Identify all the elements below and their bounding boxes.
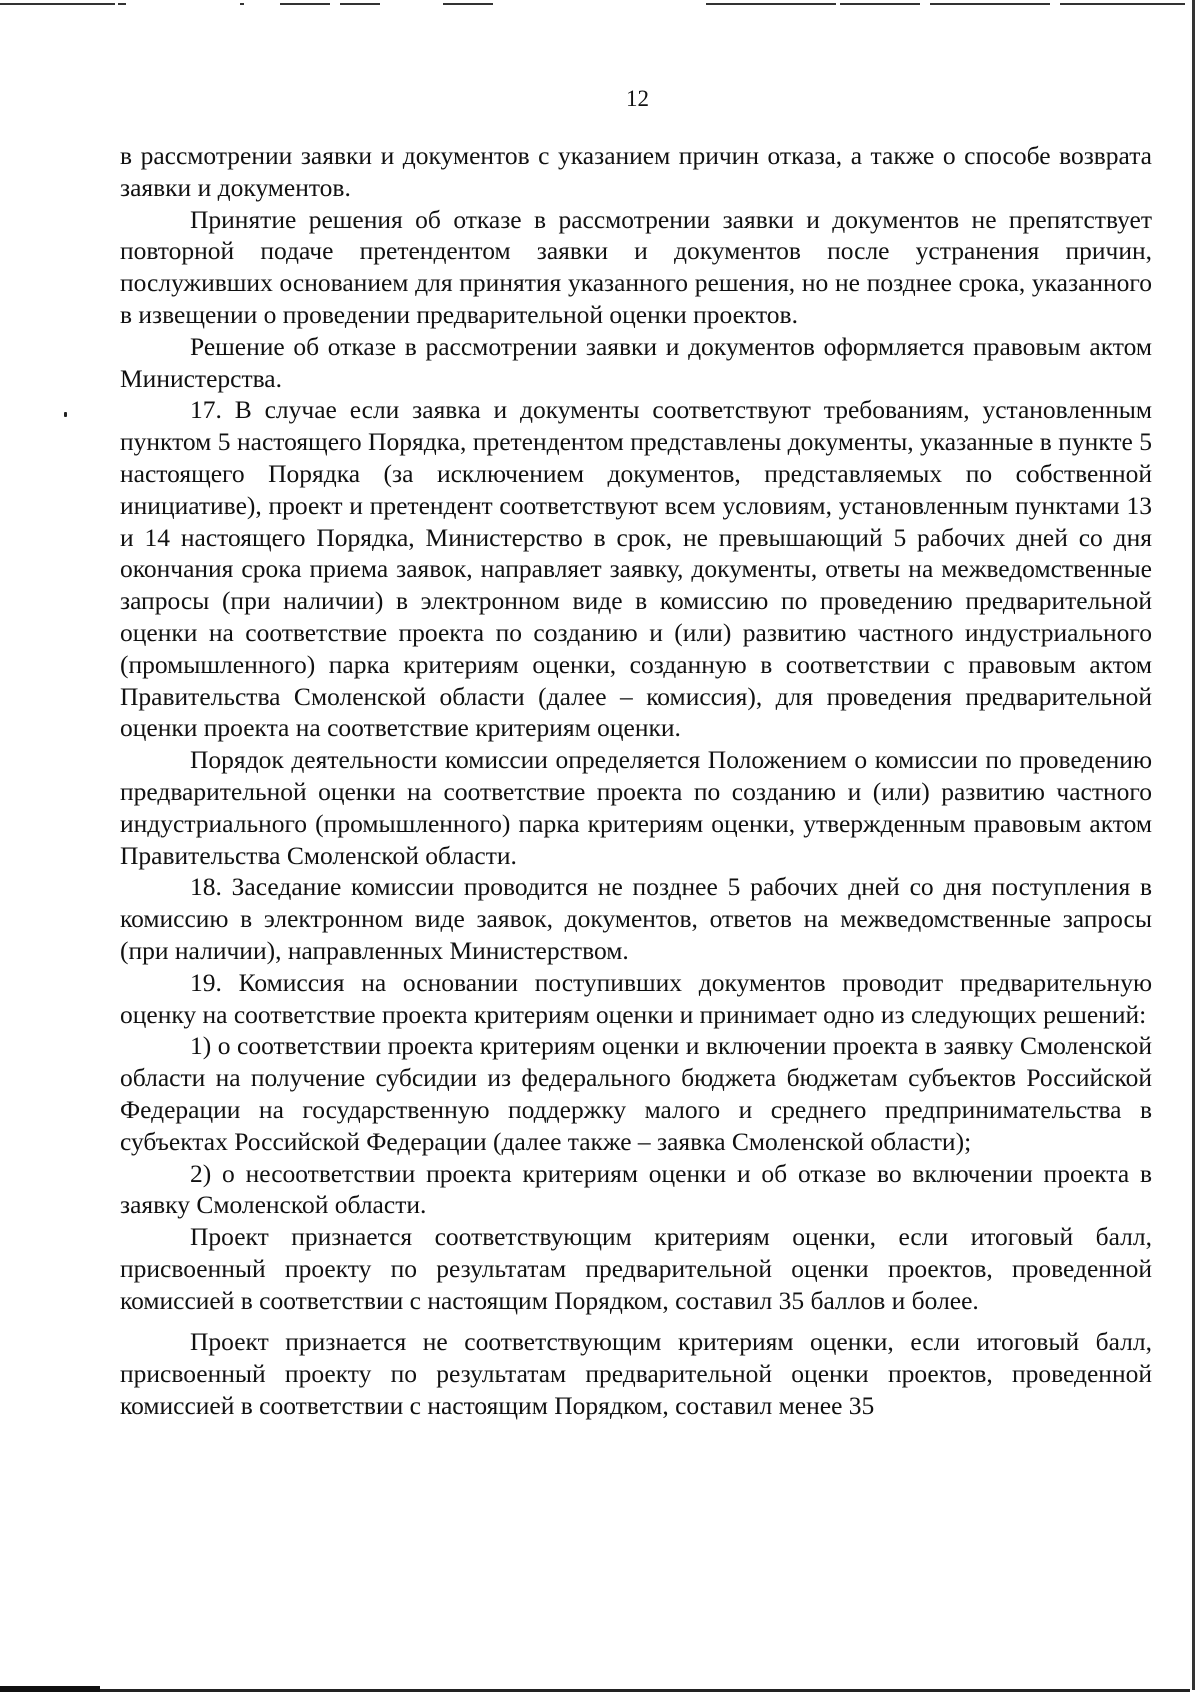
- paragraph: Проект признается не соответствующим критериям оценки, если итоговый балл, присвоенный проекту по результатам предварительной оценки проектов, проведенной комиссией в соответствии с настоящим Порядком, составил менее 35: [120, 1327, 1152, 1421]
- scan-artifact-right-edge: [1192, 0, 1195, 1690]
- paragraph: в рассмотрении заявки и документов с указанием причин отказа, а также о способе возврата заявки и документов.: [120, 141, 1152, 202]
- scan-artifact-bottom: [0, 1686, 1200, 1694]
- paragraph: Проект признается соответствующим критериям оценки, если итоговый балл, присвоенный проекту по результатам предварительной оценки проектов, проведенной комиссией в соответствии с настоящим Порядком, составил 35 баллов и более.: [120, 1222, 1152, 1315]
- scan-artifact-top: [0, 0, 1200, 10]
- document-body: [120, 140, 1152, 1422]
- paragraph-item-17: 17. В случае если заявка и документы соответствуют требованиям, установленным пунктом 5 настоящего Порядка, претендентом представлены документы, указанные в пункте 5 настоящего Порядка (за исключением документов, представляемых по собственной инициативе), проект и претендент соответствуют всем условиям, установленным пунктами 13 и 14 настоящего Порядка, Министерство в срок, не превышающий 5 рабочих дней со дня окончания срока приема заявок, направляет заявку, документы, ответы на межведомственные запросы (при наличии) в электронном виде в комиссию по проведению предварительной оценки на соответствие проекта по созданию и (или) развитию частного индустриального (промышленного) парка критериям оценки, созданную в соответствии с правовым актом Правительства Смоленской области (далее – комиссия), для проведения предварительной оценки проекта на соответствие критериям оценки.: [120, 395, 1152, 743]
- page-number: 12: [626, 86, 649, 111]
- scan-artifact-mark: [64, 412, 67, 417]
- list-item-decision-1: 1) о соответствии проекта критериям оценки и включении проекта в заявку Смоленской области на получение субсидии из федерального бюджета бюджетам субъектов Российской Федерации на государственную поддержку малого и среднего предпринимательства в субъектах Российской Федерации (далее также – заявка Смоленской области);: [120, 1031, 1152, 1156]
- paragraph: Принятие решения об отказе в рассмотрении заявки и документов не препятствует повторной подаче претендентом заявки и документов после устранения причин, послуживших основанием для принятия указанного решения, но не позднее срока, указанного в извещении о проведении предварительной оценки проектов.: [120, 204, 1152, 329]
- paragraph: Порядок деятельности комиссии определяется Положением о комиссии по проведению предварительной оценки на соответствие проекта по созданию и (или) развитию частного индустриального (промышленного) парка критериям оценки, утвержденным правовым актом Правительства Смоленской области.: [120, 745, 1152, 870]
- paragraph-item-18: 18. Заседание комиссии проводится не позднее 5 рабочих дней со дня поступления в комиссию в электронном виде заявок, документов, ответов на межведомственные запросы (при наличии), направленных Министерством.: [120, 872, 1152, 965]
- paragraph-item-19: 19. Комиссия на основании поступивших документов проводит предварительную оценку на соответствие проекта критериям оценки и принимает одно из следующих решений:: [120, 967, 1152, 1029]
- paragraph: Решение об отказе в рассмотрении заявки и документов оформляется правовым актом Министерства.: [120, 331, 1152, 393]
- list-item-decision-2: 2) о несоответствии проекта критериям оценки и об отказе во включении проекта в заявку Смоленской области.: [120, 1158, 1152, 1220]
